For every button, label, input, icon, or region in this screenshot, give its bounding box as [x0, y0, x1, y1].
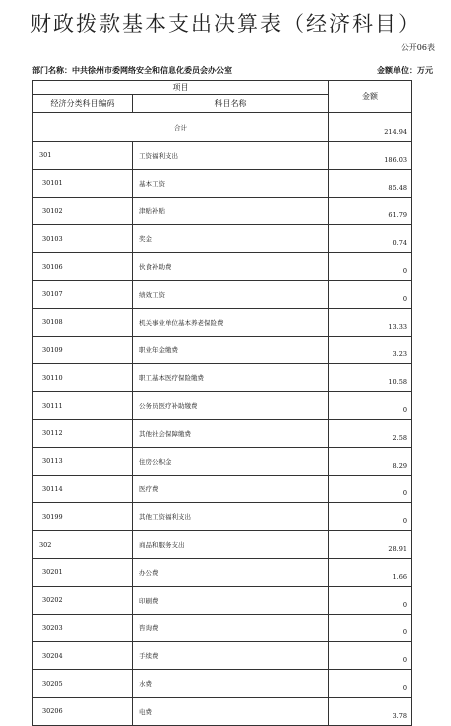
row-code: 30109 — [33, 336, 133, 364]
table-row — [33, 531, 412, 559]
row-code: 30205 — [33, 670, 133, 698]
table-row — [33, 586, 412, 614]
row-code: 30108 — [33, 308, 133, 336]
row-amount: 0 — [329, 503, 412, 531]
row-name: 其他社会保障缴费 — [133, 419, 329, 447]
row-name: 商品和服务支出 — [133, 531, 329, 559]
row-amount: 0 — [329, 642, 412, 670]
table-row — [33, 697, 412, 725]
header-amount: 金额 — [329, 81, 412, 113]
row-name: 基本工资 — [133, 169, 329, 197]
row-code: 30203 — [33, 614, 133, 642]
table-row — [33, 197, 412, 225]
row-amount: 10.58 — [329, 364, 412, 392]
department-name: 部门名称：中共徐州市委网络安全和信息化委员会办公室 — [32, 65, 232, 75]
row-amount: 0 — [329, 253, 412, 281]
row-name: 职业年金缴费 — [133, 336, 329, 364]
header-project: 项目 — [33, 81, 329, 95]
row-code: 30204 — [33, 642, 133, 670]
row-amount: 0 — [329, 475, 412, 503]
row-amount: 8.29 — [329, 447, 412, 475]
row-code: 30202 — [33, 586, 133, 614]
row-code: 30107 — [33, 280, 133, 308]
row-amount: 0.74 — [329, 225, 412, 253]
row-amount: 0 — [329, 670, 412, 698]
form-code: 公开06表 — [400, 43, 435, 52]
page-title: 财政拨款基本支出决算表（经济科目） — [30, 12, 421, 36]
row-amount: 2.58 — [329, 419, 412, 447]
row-amount: 61.79 — [329, 197, 412, 225]
row-name: 手续费 — [133, 642, 329, 670]
table-row — [33, 670, 412, 698]
row-name: 机关事业单位基本养老保险费 — [133, 308, 329, 336]
row-name: 绩效工资 — [133, 280, 329, 308]
amount-unit: 金额单位：万元 — [377, 65, 433, 75]
table-row — [33, 419, 412, 447]
table-row — [33, 336, 412, 364]
row-amount: 0 — [329, 614, 412, 642]
row-amount: 28.91 — [329, 531, 412, 559]
row-amount: 0 — [329, 280, 412, 308]
row-code: 30111 — [33, 392, 133, 420]
total-amount: 214.94 — [329, 113, 412, 142]
row-code: 30110 — [33, 364, 133, 392]
table-row — [33, 392, 412, 420]
table-row — [33, 558, 412, 586]
row-code: 302 — [33, 531, 133, 559]
table-row — [33, 642, 412, 670]
row-code: 30106 — [33, 253, 133, 281]
row-amount: 1.66 — [329, 558, 412, 586]
expenditure-table — [32, 80, 412, 726]
table-row — [33, 614, 412, 642]
total-row — [33, 113, 412, 142]
row-name: 印刷费 — [133, 586, 329, 614]
row-name: 职工基本医疗保险缴费 — [133, 364, 329, 392]
row-amount: 0 — [329, 586, 412, 614]
row-amount: 3.23 — [329, 336, 412, 364]
table-row — [33, 225, 412, 253]
table-row — [33, 253, 412, 281]
row-code: 30112 — [33, 419, 133, 447]
row-name: 伙食补助费 — [133, 253, 329, 281]
table-row — [33, 308, 412, 336]
row-name: 咨询费 — [133, 614, 329, 642]
row-code: 30206 — [33, 697, 133, 725]
row-amount: 0 — [329, 392, 412, 420]
row-name: 其他工资福利支出 — [133, 503, 329, 531]
row-code: 30114 — [33, 475, 133, 503]
header-name: 科目名称 — [133, 95, 329, 113]
row-code: 301 — [33, 142, 133, 170]
row-code: 30103 — [33, 225, 133, 253]
row-name: 奖金 — [133, 225, 329, 253]
row-name: 医疗费 — [133, 475, 329, 503]
row-name: 公务员医疗补助缴费 — [133, 392, 329, 420]
header-code: 经济分类科目编码 — [33, 95, 133, 113]
row-name: 水费 — [133, 670, 329, 698]
row-code: 30199 — [33, 503, 133, 531]
row-name: 住房公积金 — [133, 447, 329, 475]
row-code: 30101 — [33, 169, 133, 197]
table-row — [33, 169, 412, 197]
row-code: 30102 — [33, 197, 133, 225]
table-row — [33, 142, 412, 170]
table-row — [33, 447, 412, 475]
row-code: 30113 — [33, 447, 133, 475]
row-name: 津贴补贴 — [133, 197, 329, 225]
table-row — [33, 364, 412, 392]
row-amount: 3.78 — [329, 697, 412, 725]
row-amount: 13.33 — [329, 308, 412, 336]
table-row — [33, 280, 412, 308]
table-row — [33, 503, 412, 531]
row-code: 30201 — [33, 558, 133, 586]
row-name: 办公费 — [133, 558, 329, 586]
total-label: 合计 — [33, 113, 329, 142]
table-row — [33, 475, 412, 503]
row-name: 工资福利支出 — [133, 142, 329, 170]
row-amount: 186.03 — [329, 142, 412, 170]
row-name: 电费 — [133, 697, 329, 725]
row-amount: 85.48 — [329, 169, 412, 197]
